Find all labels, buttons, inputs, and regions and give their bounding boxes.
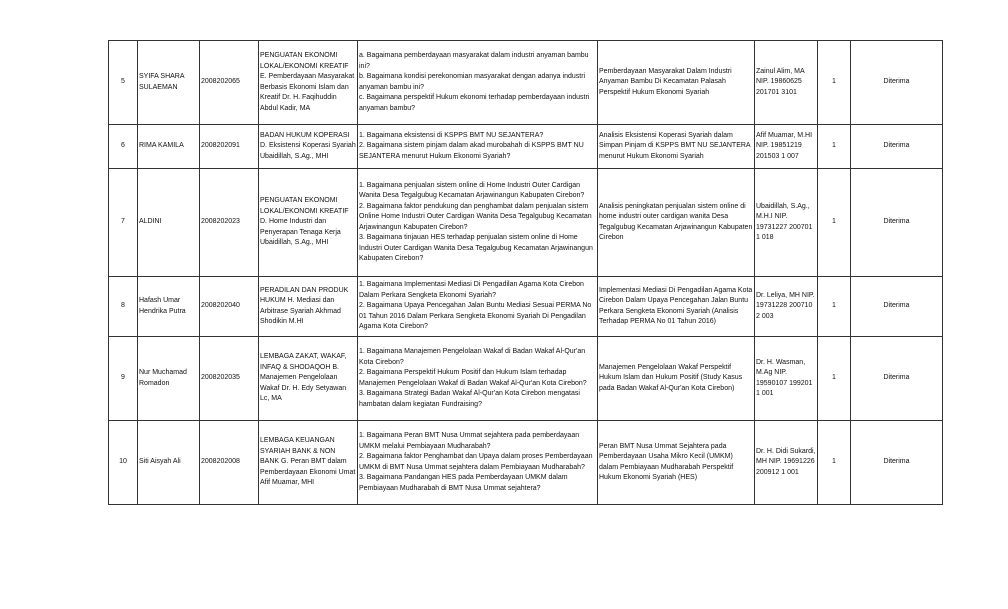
supervisor: Afif Muamar, M.HI NIP. 19851219 201503 1 007: [755, 125, 818, 169]
row-number: 10: [109, 421, 138, 505]
thesis-title: Implementasi Mediasi Di Pengadilan Agama Kota Cirebon Dalam Upaya Pencegahan Jalan Buntu Perkara Sengketa Ekonomi Syariah (Analisis Terhadap PERMA No 01 Tahun 2016): [598, 277, 755, 337]
question-item: 2. Bagaimana Perspektif Hukum Positif dan Hukum Islam terhadap Manajemen Pengelolaan Wakaf di Badan Wakaf Al-Qur'an Kota Cirebon?: [359, 369, 587, 387]
row-number: 9: [109, 337, 138, 421]
row-number: 8: [109, 277, 138, 337]
question-item: 1. Bagaimana eksistensi di KSPPS BMT NU SEJANTERA?: [359, 131, 544, 139]
research-questions: [358, 337, 598, 421]
research-topic: PENGUATAN EKONOMI LOKAL/EKONOMI KREATIF E. Pemberdayaan Masyarakat Berbasis Ekonomi Islam dan Kreatif Dr. H. Faqihuddin Abdul Kadir, MA: [259, 41, 358, 125]
student-id: 2008202065: [200, 41, 259, 125]
row-number: 6: [109, 125, 138, 169]
thesis-title: Analisis peningkatan penjualan sistem online di home industri outer cardigan wanita Desa Tegalgubug Kecamatan Arjawinangun Kabupaten Cirebon: [598, 169, 755, 277]
credit-count: 1: [818, 41, 851, 125]
student-name: Siti Aisyah Ali: [138, 421, 200, 505]
table-row: [109, 169, 943, 277]
student-id: 2008202023: [200, 169, 259, 277]
research-questions: [358, 125, 598, 169]
credit-count: 1: [818, 421, 851, 505]
student-name: Hafash Umar Hendrika Putra: [138, 277, 200, 337]
student-id: 2008202008: [200, 421, 259, 505]
table-row: [109, 125, 943, 169]
thesis-title: Manajemen Pengelolaan Wakaf Perspektif Hukum Islam dan Hukum Positif (Study Kasus pada Badan Wakaf Al-Qur'an Kota Cirebon): [598, 337, 755, 421]
student-name: ALDINI: [138, 169, 200, 277]
question-item: c. Bagaimana perspektif Hukum ekonomi terhadap pemberdayaan industri anyaman bambu?: [359, 94, 590, 112]
research-questions: [358, 277, 598, 337]
table-row: [109, 41, 943, 125]
table-row: [109, 277, 943, 337]
student-name: SYIFA SHARA SULAEMAN: [138, 41, 200, 125]
credit-count: 1: [818, 169, 851, 277]
credit-count: 1: [818, 277, 851, 337]
table-row: [109, 337, 943, 421]
research-topic: PENGUATAN EKONOMI LOKAL/EKONOMI KREATIF D. Home Industri dan Penyerapan Tenaga Kerja Ubaidillah, S.Ag., MHI: [259, 169, 358, 277]
research-questions: [358, 169, 598, 277]
research-topic: LEMBAGA ZAKAT, WAKAF, INFAQ & SHODAQOH B. Manajemen Pengelolaan Wakaf Dr. H. Edy Setyawan Lc, MA: [259, 337, 358, 421]
student-name: RIMA KAMILA: [138, 125, 200, 169]
row-number: 5: [109, 41, 138, 125]
question-item: b. Bagaimana kondisi perekonomian masyarakat dengan adanya industri anyaman bambu ini?: [359, 73, 586, 91]
table-row: [109, 421, 943, 505]
row-number: 7: [109, 169, 138, 277]
question-item: 2. Bagaimana faktor Penghambat dan Upaya dalam proses Pemberdayaan UMKM di BMT Nusa Ummat sejahtera dalam Pembiayaan Mudharabah?: [359, 453, 593, 471]
status-label: Diterima: [851, 125, 943, 169]
research-questions: [358, 41, 598, 125]
question-item: a. Bagaimana pemberdayaan masyarakat dalam industri anyaman bambu ini?: [359, 52, 589, 70]
research-topic: BADAN HUKUM KOPERASI D. Eksistensi Koperasi Syariah Ubaidillah, S.Ag., MHI: [259, 125, 358, 169]
research-questions: [358, 421, 598, 505]
status-label: Diterima: [851, 169, 943, 277]
table-body: [109, 41, 943, 505]
thesis-title: Peran BMT Nusa Ummat Sejahtera pada Pemberdayaan Usaha Mikro Kecil (UMKM) dalam Pembiayaan Mudharabah Perspektif Hukum Ekonomi Syariah (HES): [598, 421, 755, 505]
status-label: Diterima: [851, 277, 943, 337]
supervisor: Ubaidillah, S.Ag., M.H.I NIP. 19731227 200701 1 018: [755, 169, 818, 277]
thesis-submission-table: [108, 40, 943, 505]
status-label: Diterima: [851, 337, 943, 421]
thesis-title: Pemberdayaan Masyarakat Dalam Industri Anyaman Bambu Di Kecamatan Palasah Perspektif Hukum Ekonomi Syariah: [598, 41, 755, 125]
question-item: 1. Bagaimana Implementasi Mediasi Di Pengadilan Agama Kota Cirebon Dalam Perkara Sengketa Ekonomi Syariah?: [359, 281, 584, 299]
student-id: 2008202040: [200, 277, 259, 337]
question-item: 2. Bagaimana faktor pendukung dan penghambat dalam penjualan sistem Online Home Industri Outer Cardigan Wanita Desa Tegalgubug Kecamatan Arjawinangun Kabupaten Cirebon?: [359, 202, 592, 231]
credit-count: 1: [818, 125, 851, 169]
question-item: 2. Bagaimana Upaya Pencegahan Jalan Buntu Mediasi Sesuai PERMA No 01 Tahun 2016 Dalam Perkara Sengketa Ekonomi Syariah Di Pengadilan Agama Kota Cirebon?: [359, 302, 592, 331]
supervisor: Dr. H. Didi Sukardi, MH NIP. 19691226 200912 1 001: [755, 421, 818, 505]
credit-count: 1: [818, 337, 851, 421]
student-id: 2008202091: [200, 125, 259, 169]
question-item: 3. Bagaimana tinjauan HES terhadap penjualan sistem online di Home Industri Outer Cardigan Wanita Desa Tegalgubug Kecamatan Arjawinangun Kabupaten Cirebon?: [359, 234, 593, 262]
question-item: 3. Bagaimana Pandangan HES pada Pemberdayaan UMKM dalam Pembiayaan Mudharabah di BMT Nusa Ummat sejahtera?: [359, 474, 568, 492]
status-label: Diterima: [851, 421, 943, 505]
supervisor: Dr. H. Wasman, M.Ag NIP. 19590107 199201 1 001: [755, 337, 818, 421]
question-item: 1. Bagaimana penjualan sistem online di Home Industri Outer Cardigan Wanita Desa Tegalgubug Kecamatan Arjawinangun Kabupaten Cirebon?: [359, 181, 585, 199]
question-item: 3. Bagaimana Strategi Badan Wakaf Al-Qur'an Kota Cirebon mengatasi hambatan dalam kegiatan Fundraising?: [359, 390, 580, 408]
research-topic: LEMBAGA KEUANGAN SYARIAH BANK & NON BANK G. Peran BMT dalam Pemberdayaan Ekonomi Umat Afif Muamar, MHI: [259, 421, 358, 505]
research-topic: PERADILAN DAN PRODUK HUKUM H. Mediasi dan Arbitrase Syariah Akhmad Shodikin M.HI: [259, 277, 358, 337]
question-item: 2. Bagaimana sistem pinjam dalam akad murobahah di KSPPS BMT NU SEJANTERA menurut Hukum Ekonomi Syariah?: [359, 142, 584, 160]
student-id: 2008202035: [200, 337, 259, 421]
question-item: 1. Bagaimana Manajemen Pengelolaan Wakaf di Badan Wakaf Al-Qur'an Kota Cirebon?: [359, 348, 586, 366]
supervisor: Dr. Leliya, MH NIP. 19731228 200710 2 003: [755, 277, 818, 337]
student-name: Nur Muchamad Romadon: [138, 337, 200, 421]
supervisor: Zainul Alim, MA NIP. 19860625 201701 3101: [755, 41, 818, 125]
thesis-title: Analisis Eksistensi Koperasi Syariah dalam Simpan Pinjam di KSPPS BMT NU SEJANTERA menurut Hukum Ekonomi Syariah: [598, 125, 755, 169]
status-label: Diterima: [851, 41, 943, 125]
question-item: 1. Bagaimana Peran BMT Nusa Ummat sejahtera pada pemberdayaan UMKM melalui Pembiayaan Mudharabah?: [359, 432, 580, 450]
